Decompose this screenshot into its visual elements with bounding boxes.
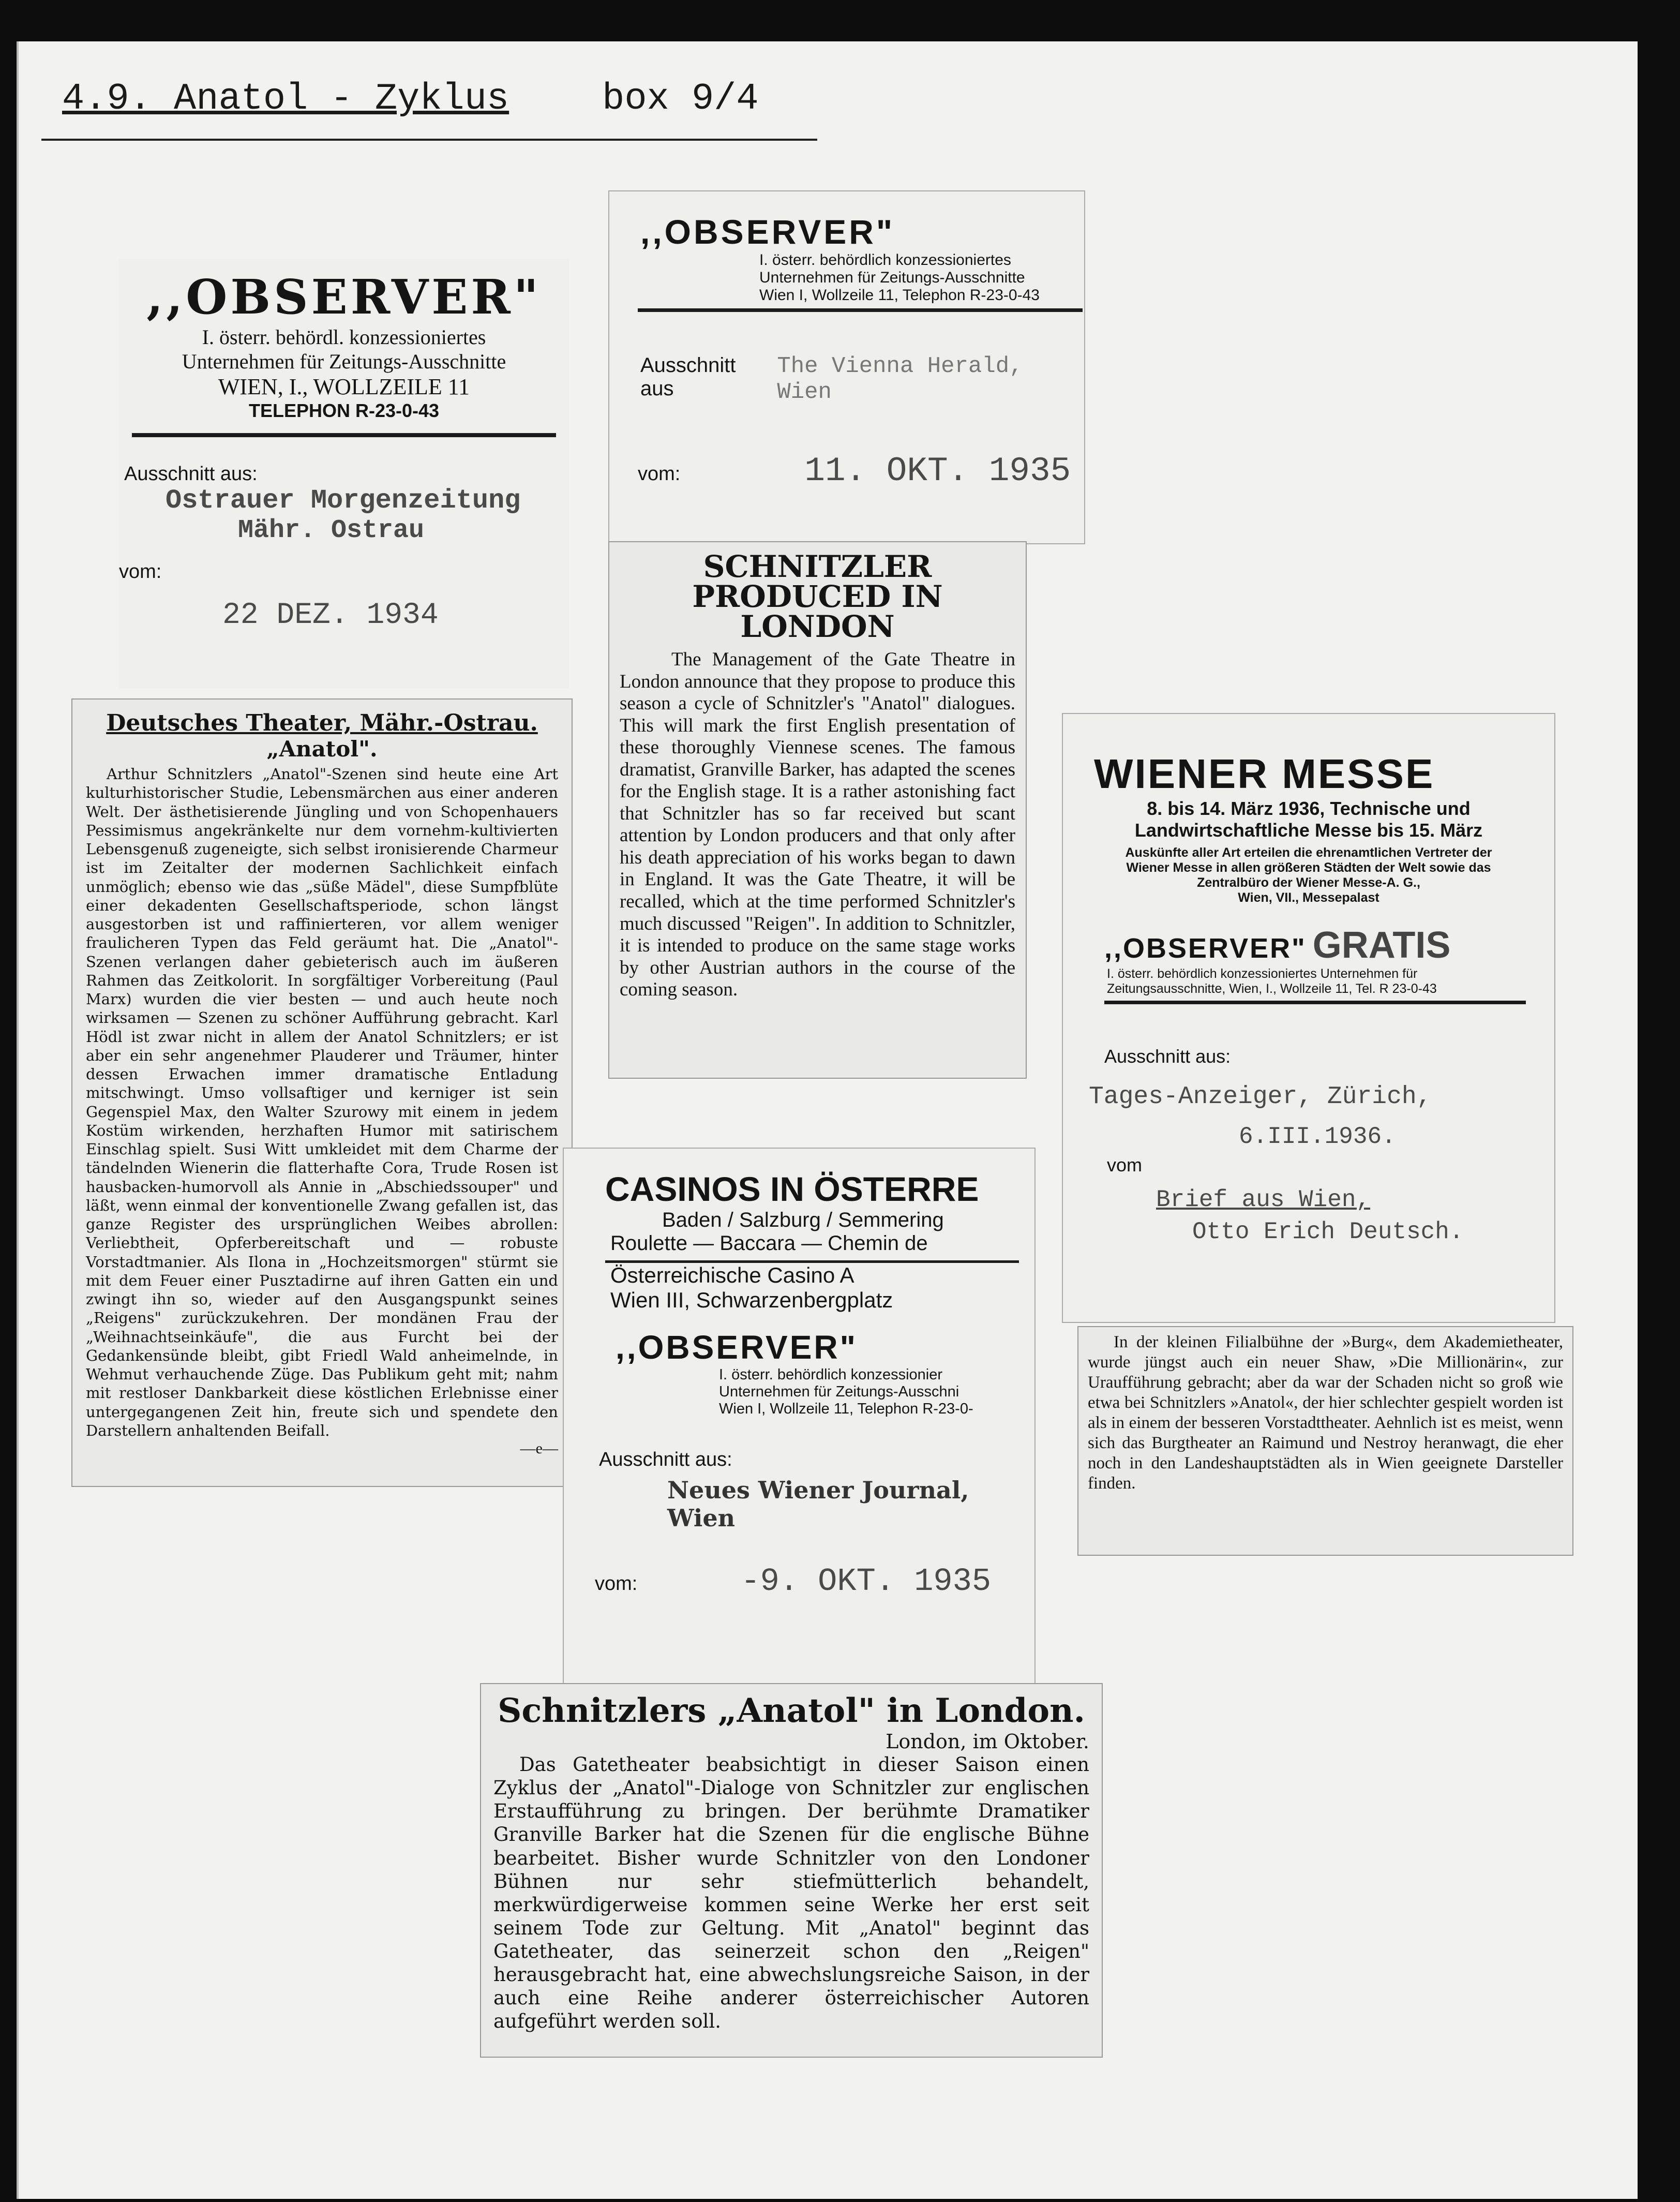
source-stamp: Neues Wiener Journal, Wien: [667, 1476, 969, 1532]
source-label: Ausschnitt aus: [640, 354, 736, 400]
date-label: vom: [1107, 1154, 1143, 1176]
observer-clip-herald: [609, 191, 1084, 543]
observer-line-1: I. österr. behördl. konzessioniertes: [202, 325, 486, 349]
date-stamp: -9. OKT. 1935: [741, 1563, 992, 1600]
box-label: box 9/4: [602, 78, 759, 120]
page-header: [62, 78, 890, 135]
observer-line-3: WIEN, I., WOLLZEILE 11: [218, 374, 470, 399]
observer-rule: [638, 308, 1083, 312]
observer-line-3: Wien I, Wollzeile 11, Telephon R-23-0-43: [759, 287, 1040, 304]
ad-messe-line-1: 8. bis 14. März 1936, Technische und: [1147, 798, 1471, 819]
article-gate-title: SCHNITZLER PRODUCED IN LONDON: [692, 549, 943, 644]
observer-clip-journal: [564, 1149, 1034, 1692]
observer-line-2: Zeitungsausschnitte, Wien, I., Wollzeile 11, Tel. R 23-0-43: [1107, 981, 1437, 996]
observer-gratis: GRATIS: [1312, 925, 1451, 966]
observer-line-2: Unternehmen für Zeitungs-Ausschnitte: [182, 350, 506, 373]
article-anatol-dateline: London, im Oktober.: [886, 1730, 1089, 1753]
observer-rule: [1104, 1001, 1526, 1004]
observer-clip-zuerich: [1063, 714, 1554, 1322]
observer-line-2: Unternehmen für Zeitungs-Ausschni: [719, 1383, 959, 1400]
source-stamp-2: Mähr. Ostrau: [238, 516, 425, 545]
observer-line-1: I. österr. behördlich konzessionier: [719, 1366, 942, 1383]
observer-clip-ostrau: [119, 259, 569, 688]
author-typed: Otto Erich Deutsch.: [1192, 1218, 1464, 1245]
source-label: Ausschnitt aus:: [124, 463, 258, 485]
header-rule: [41, 139, 817, 141]
ad-messe-line-2: Landwirtschaftliche Messe bis 15. März: [1134, 820, 1483, 841]
date-label: vom:: [119, 561, 162, 583]
ad-casinos-line-4: Wien III, Schwarzenbergplatz: [610, 1288, 893, 1312]
date-stamp: 22 DEZ. 1934: [222, 599, 439, 632]
observer-line-1: I. österr. behördlich konzessioniertes: [759, 251, 1011, 269]
ad-messe-title: WIENER MESSE: [1094, 751, 1435, 797]
observer-title: ,,OBSERVER": [1104, 933, 1307, 964]
article-gate-theatre: [609, 542, 1026, 1078]
date-label: vom:: [638, 463, 681, 485]
source-stamp-1: Ostrauer Morgenzeitung: [166, 485, 521, 516]
date-typed: 6.III.1936.: [1239, 1123, 1396, 1150]
article-gate-body: The Management of the Gate Theatre in London announce that they propose to produce this season a cycle of Schnitzler's "Anatol" dialogues. This will mark the first English presentation of these thoroughly Viennese scenes. The famous dramatist, Granville Barker, has adapted the scenes for the English stage. It is a rather astonishing fact that Schnitzler has so far received but scant attention by London producers and that only after his death appreciation of his works began to dawn in England. It was the Gate Theatre, it will be recalled, which at the time performed Schnitzler's much discussed "Reigen". In addition to Schnitzler, it is intended to produce on the same stage works by other Austrian authors in the course of the coming season.: [620, 649, 1015, 1001]
ad-messe-line-4: Wien, VII., Messepalast: [1238, 890, 1379, 905]
article-burgtheater-body: In der kleinen Filialbühne der »Burg«, dem Akademietheater, wurde jüngst auch ein neuer Shaw, »Die Millionärin«, zur Uraufführung gebracht; aber da war der Schaden nicht so groß wie etwa bei Schnitzlers »Anatol«, der hier schlechter gespielt worden ist als in einem der besseren Vorstadttheater. Aehnlich ist es meist, wenn sich das Burgtheater an Raimund und Nestroy heranwagt, die eher noch in den Landeshauptstädten als in Wien geeignete Darsteller finden.: [1088, 1333, 1563, 1493]
source-label: Ausschnitt aus:: [599, 1449, 732, 1470]
series-label: 4.9. Anatol - Zyklus: [62, 78, 509, 120]
article-ostrau-subtitle: „Anatol".: [266, 736, 378, 762]
ad-casinos-line-3: Österreichische Casino A: [610, 1263, 854, 1287]
observer-line-4: TELEPHON R-23-0-43: [248, 400, 440, 421]
observer-line-1: I. österr. behördlich konzessioniertes Unternehmen für: [1107, 966, 1418, 981]
source-label: Ausschnitt aus:: [1104, 1046, 1231, 1067]
observer-title: ,,OBSERVER": [146, 269, 542, 325]
observer-line-2: Unternehmen für Zeitungs-Ausschnitte: [759, 269, 1025, 286]
ad-casinos-line-1: Baden / Salzburg / Semmering: [662, 1209, 944, 1231]
observer-title: ,,OBSERVER": [640, 213, 895, 251]
section-typed: Brief aus Wien,: [1156, 1186, 1371, 1213]
date-stamp: 11. OKT. 1935: [804, 452, 1071, 490]
article-anatol-title: Schnitzlers „Anatol" in London.: [498, 1691, 1085, 1730]
date-label: vom:: [595, 1573, 638, 1595]
article-anatol-body: Das Gatetheater beabsichtigt in dieser Saison einen Zyklus der „Anatol"-Dialoge von Schnitzler zur englischen Erstaufführung zu bringen. Der berühmte Dramatiker Granville Barker hat die Szenen für die englische Bühne bearbeitet. Bisher wurde Schnitzler von den Londoner Bühnen nur sehr stiefmütterlich behandelt, merkwürdigerweise kommen seine Werke her erst seit seinem Tode zur Geltung. Mit „Anatol" beginnt das Gatetheater, das seinerzeit schon den „Reigen" herausgebracht hat, eine abwechslungsreiche Saison, in der auch eine Reihe anderer österreichischer Autoren aufgeführt werden soll.: [493, 1753, 1089, 2033]
article-ostrau-signature: —e—: [520, 1440, 558, 1457]
source-stamp: The Vienna Herald, Wien: [777, 353, 1023, 405]
article-burgtheater: [1078, 1327, 1572, 1555]
article-ostrau: [72, 700, 572, 1486]
observer-rule: [132, 433, 556, 437]
observer-title: ,,OBSERVER": [616, 1329, 858, 1366]
observer-line-3: Wien I, Wollzeile 11, Telephon R-23-0-: [719, 1401, 973, 1417]
ad-casinos-title: CASINOS IN ÖSTERRE: [605, 1170, 979, 1208]
source-typed: Tages-Anzeiger, Zürich,: [1089, 1083, 1432, 1111]
ad-casinos-line-2: Roulette — Baccara — Chemin de: [610, 1232, 928, 1255]
article-ostrau-body: Arthur Schnitzlers „Anatol"-Szenen sind heute eine Art kulturhistorischer Studie, Lebensmärchen aus einer anderen Welt. Der ästhetisierende Jüngling und von Schopenhauers Pessimismus angekränkelte nur dem vornehm-kultivierten Lebensgenuß zugeneigte, sich selbst ironisierende Charmeur ist im Zeitalter der modernen Sachlichkeit einfach unmöglich; ebenso wie das „süße Mädel", diese Sumpfblüte einer dekadenten Gesellschaftsperiode, schon längst ausgestorben ist und raffinierteren, vor allem weniger fraulicheren Typen das Feld geräumt hat. Die „Anatol"-Szenen verlangen daher gebieterisch auch im äußeren Rahmen das Zeitkolorit. In sorgfältiger Vorbereitung (Paul Marx) wurden die vier besten — und auch heute noch wirksamen — Szenen zu schöner Aufführung gebracht. Karl Hödl ist zwar nicht in allem der Anatol Schnitzlers; er ist aber ein sehr angenehmer Plauderer und Träumer, hinter dessen Erwachen immer dramatische Entladung mitschwingt. Umso vollsaftiger und kerniger ist sein Gegenspiel Max, den Walter Szurowy mit einem in jedem Kostüm wirkenden, herzhaften Humor mit satirischem Einschlag spielt. Susi Witt umkleidet mit dem Charme der tändelnden Wienerin die flatterhafte Cora, Trude Rosen ist hausbacken-humorvoll als Annie in „Abschiedssouper" und läßt, wenn einmal der konventionelle Zwang gefallen ist, das ganze Register des ursprünglichen Weibes abrollen: Verliebtheit, Opferbereitschaft und — robuste Vorstadtmanier. Als Ilona in „Hochzeitsmorgen" stürmt sie mit dem Feuer einer Pusztadirne auf ihren Gatten ein und zwingt ihn so, wieder auf den Ausgangspunkt seines „Reigens" zurückzukehren. Der mondänen Frau der „Weihnachtseinkäufe", die aus Furcht bei der Gedankensünde bleibt, gibt Friedl Wald anheimelnde, in Wehmut verhauchende Züge. Das Publikum geht mit; nahm mit restloser Dankbarkeit diese köstlichen Erlebnisse einer untergegangenen Zeit hin, freute sich und spendete den Darstellern anhaltenden Beifall.: [86, 765, 558, 1439]
article-ostrau-title: Deutsches Theater, Mähr.-Ostrau.: [106, 710, 538, 736]
ad-messe-line-3: Auskünfte aller Art erteilen die ehrenamtlichen Vertreter der Wiener Messe in allen größeren Städten der Welt sowie das Zentralbüro der Wiener Messe-A. G.,: [1125, 845, 1492, 890]
article-anatol-london: [481, 1684, 1102, 2057]
